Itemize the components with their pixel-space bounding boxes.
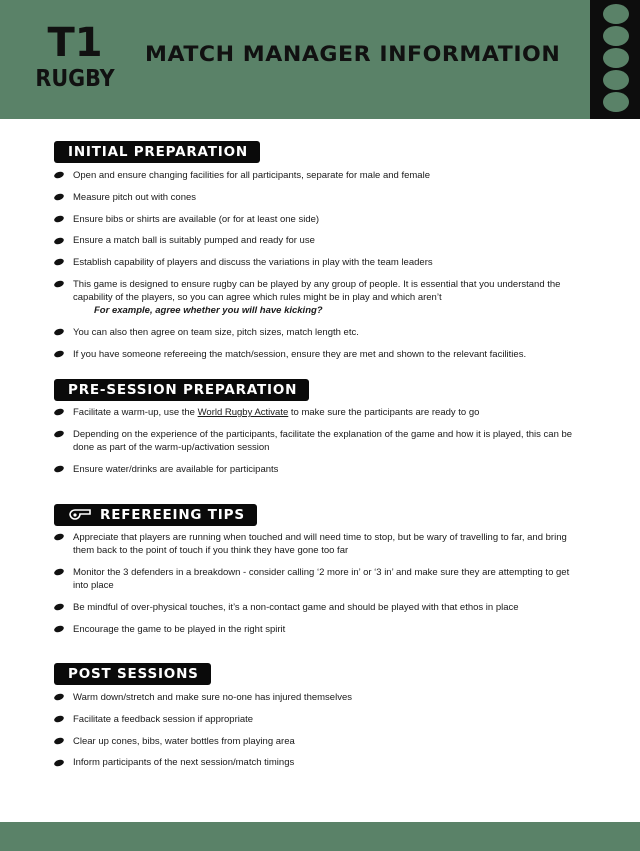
list-item: Ensure water/drinks are available for participants [52, 463, 582, 476]
list-item: Be mindful of over-physical touches, it’s a non-contact game and should be played with that ethos in place [52, 601, 582, 614]
refereeing-tips-list [52, 531, 582, 645]
page-title: MATCH MANAGER INFORMATION [145, 42, 561, 66]
list-item: This game is designed to ensure rugby can be played by any group of people. It is essential that you understand the capability of the players, so you can agree which rules might be in play and which aren’t For example, agree whether you will have kicking? [52, 278, 582, 318]
whistle-icon [68, 507, 92, 521]
world-rugby-activate-link[interactable]: World Rugby Activate [197, 407, 289, 418]
list-item: Facilitate a warm-up, use the World Rugby Activate to make sure the participants are ready to go [52, 406, 582, 419]
list-item: If you have someone refereeing the match/session, ensure they are met and shown to the relevant facilities. [52, 348, 582, 361]
list-item: Appreciate that players are running when touched and will need time to stop, but be wary of travelling to far, and bring them back to the point of touch if you think they have gone too far [52, 531, 582, 557]
rugby-ball-decoration-icon [590, 0, 640, 119]
list-item: Ensure bibs or shirts are available (or for at least one side) [52, 213, 582, 226]
svg-text:T1: T1 [47, 22, 103, 66]
list-item: Measure pitch out with cones [52, 191, 582, 204]
kicking-note: For example, agree whether you will have kicking? [94, 305, 323, 317]
list-item: Establish capability of players and discuss the variations in play with the team leaders [52, 256, 582, 269]
list-item: Ensure a match ball is suitably pumped and ready for use [52, 234, 582, 247]
list-item: Facilitate a feedback session if appropriate [52, 713, 582, 726]
list-item: Encourage the game to be played in the right spirit [52, 623, 582, 636]
section-title-refereeing-tips: REFEREEING TIPS [54, 504, 257, 526]
initial-preparation-list [52, 169, 582, 370]
list-item: You can also then agree on team size, pitch sizes, match length etc. [52, 326, 582, 339]
section-title-pre-session-preparation: PRE-SESSION PREPARATION [54, 379, 309, 401]
section-title-post-sessions: POST SESSIONS [54, 663, 211, 685]
t1-rugby-logo [33, 22, 117, 88]
pre-session-list [52, 406, 582, 485]
list-item: Depending on the experience of the participants, facilitate the explanation of the game and how it is played, this can be done as part of the warm-up/activation session [52, 428, 582, 454]
list-item: Open and ensure changing facilities for all participants, separate for male and female [52, 169, 582, 182]
post-sessions-list [52, 691, 582, 778]
page-header [0, 0, 640, 119]
page-footer-band [0, 822, 640, 851]
section-title-initial-preparation: INITIAL PREPARATION [54, 141, 260, 163]
svg-text:RUGBY: RUGBY [35, 66, 115, 88]
list-item: Monitor the 3 defenders in a breakdown - consider calling ‘2 more in’ or ‘3 in’ and make sure they are attempting to get into place [52, 566, 582, 592]
list-item: Warm down/stretch and make sure no-one has injured themselves [52, 691, 582, 704]
list-item: Clear up cones, bibs, water bottles from playing area [52, 735, 582, 748]
list-item: Inform participants of the next session/match timings [52, 756, 582, 769]
